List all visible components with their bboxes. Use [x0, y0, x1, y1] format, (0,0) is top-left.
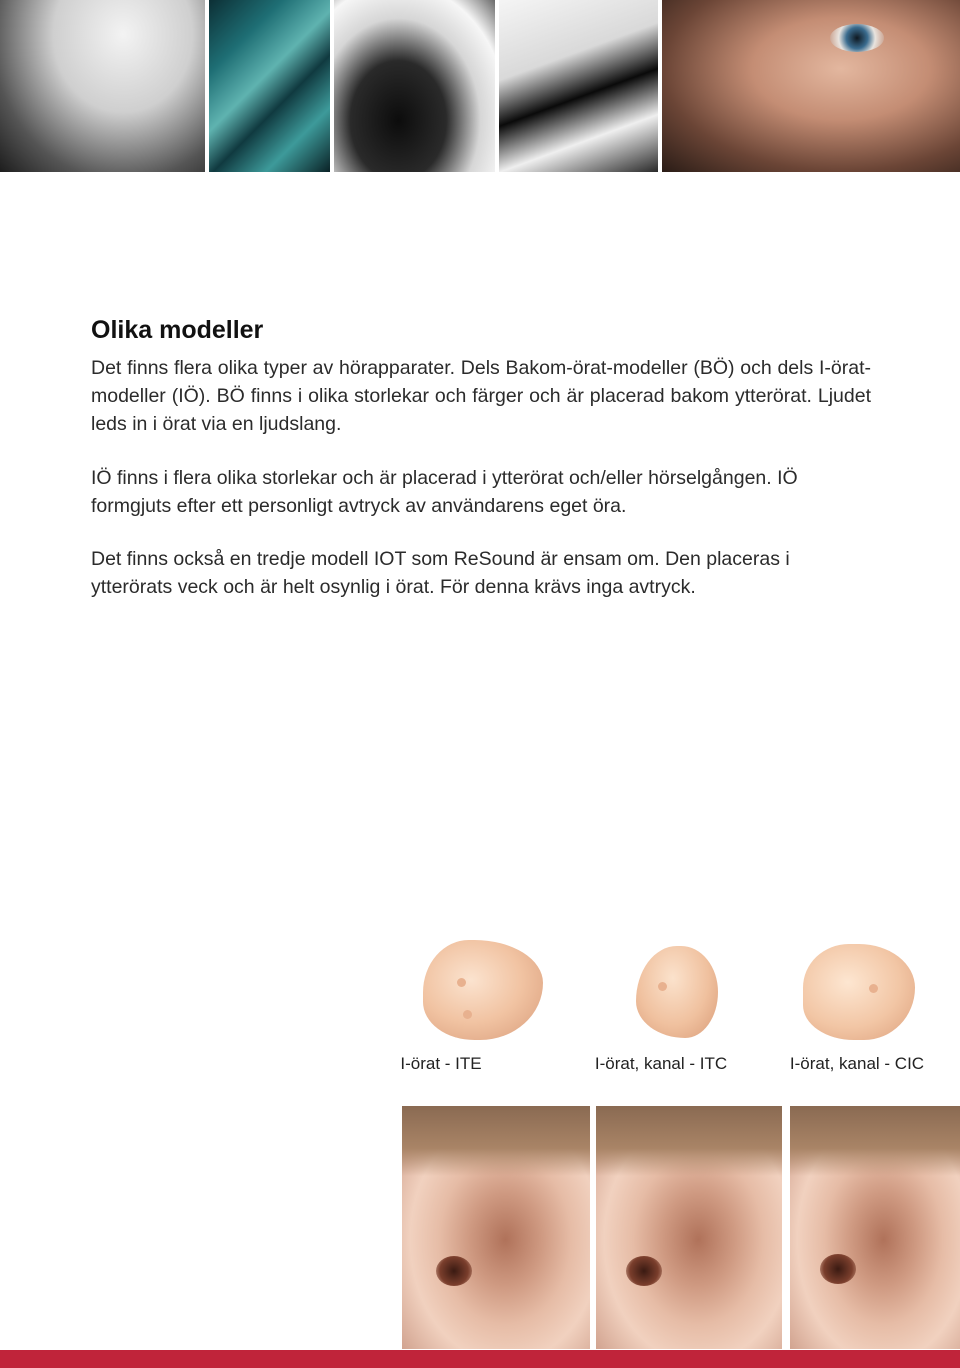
- ear-hair: [402, 1106, 590, 1176]
- ear-photo-ite: [402, 1106, 590, 1349]
- aid-vent-dot: [869, 984, 878, 993]
- photo-eye-detail: [830, 24, 884, 52]
- paragraph-iot-description: Det finns också en tredje modell IOT som ReSound är ensam om. Den placeras i ytterörats veck och är helt osynlig i örat. För denna krävs inga avtryck.: [91, 548, 790, 598]
- section-title: Olika modeller: [91, 316, 264, 344]
- aid-vent-dot: [457, 978, 466, 987]
- ear-photo-cic: [790, 1106, 960, 1349]
- hearing-aid-ite-image: [423, 940, 543, 1040]
- paragraph-io-description: IÖ finns i flera olika storlekar och är placerad i ytterörat och/eller hörselgången. IÖ formgjuts efter ett personligt avtryck av användarens eget öra.: [91, 467, 798, 517]
- aid-vent-dot: [463, 1010, 472, 1019]
- hearing-aid-itc-image: [636, 946, 718, 1038]
- paragraph-models-intro: Det finns flera olika typer av hörapparater. Dels Bakom-örat-modeller (BÖ) och dels I-örat-modeller (IÖ). BÖ finns i olika storlekar och färger och är placerad bakom ytterörat. Ljudet leds in i örat via en ljudslang.: [91, 357, 871, 435]
- aid-vent-dot: [658, 982, 667, 991]
- caption-cic: I-örat, kanal - CIC: [789, 1054, 925, 1073]
- photo-abstract-swirl: [499, 0, 658, 172]
- header-photo-strip: [0, 0, 960, 172]
- ear-photo-itc: [596, 1106, 782, 1349]
- ear-hair: [596, 1106, 782, 1176]
- caption-ite: I-örat - ITE: [400, 1054, 482, 1073]
- photo-agave-plant: [209, 0, 330, 172]
- hearing-aid-cic-image: [803, 944, 915, 1040]
- ear-hair: [790, 1106, 960, 1176]
- bottom-accent-bar: [0, 1350, 960, 1368]
- photo-businessman: [0, 0, 205, 172]
- caption-itc: I-örat, kanal - ITC: [594, 1054, 728, 1073]
- photo-face-closeup: [662, 0, 960, 172]
- ear-canal: [626, 1256, 662, 1286]
- ear-canal: [820, 1254, 856, 1284]
- photo-abstract-black-white: [334, 0, 495, 172]
- ear-canal: [436, 1256, 472, 1286]
